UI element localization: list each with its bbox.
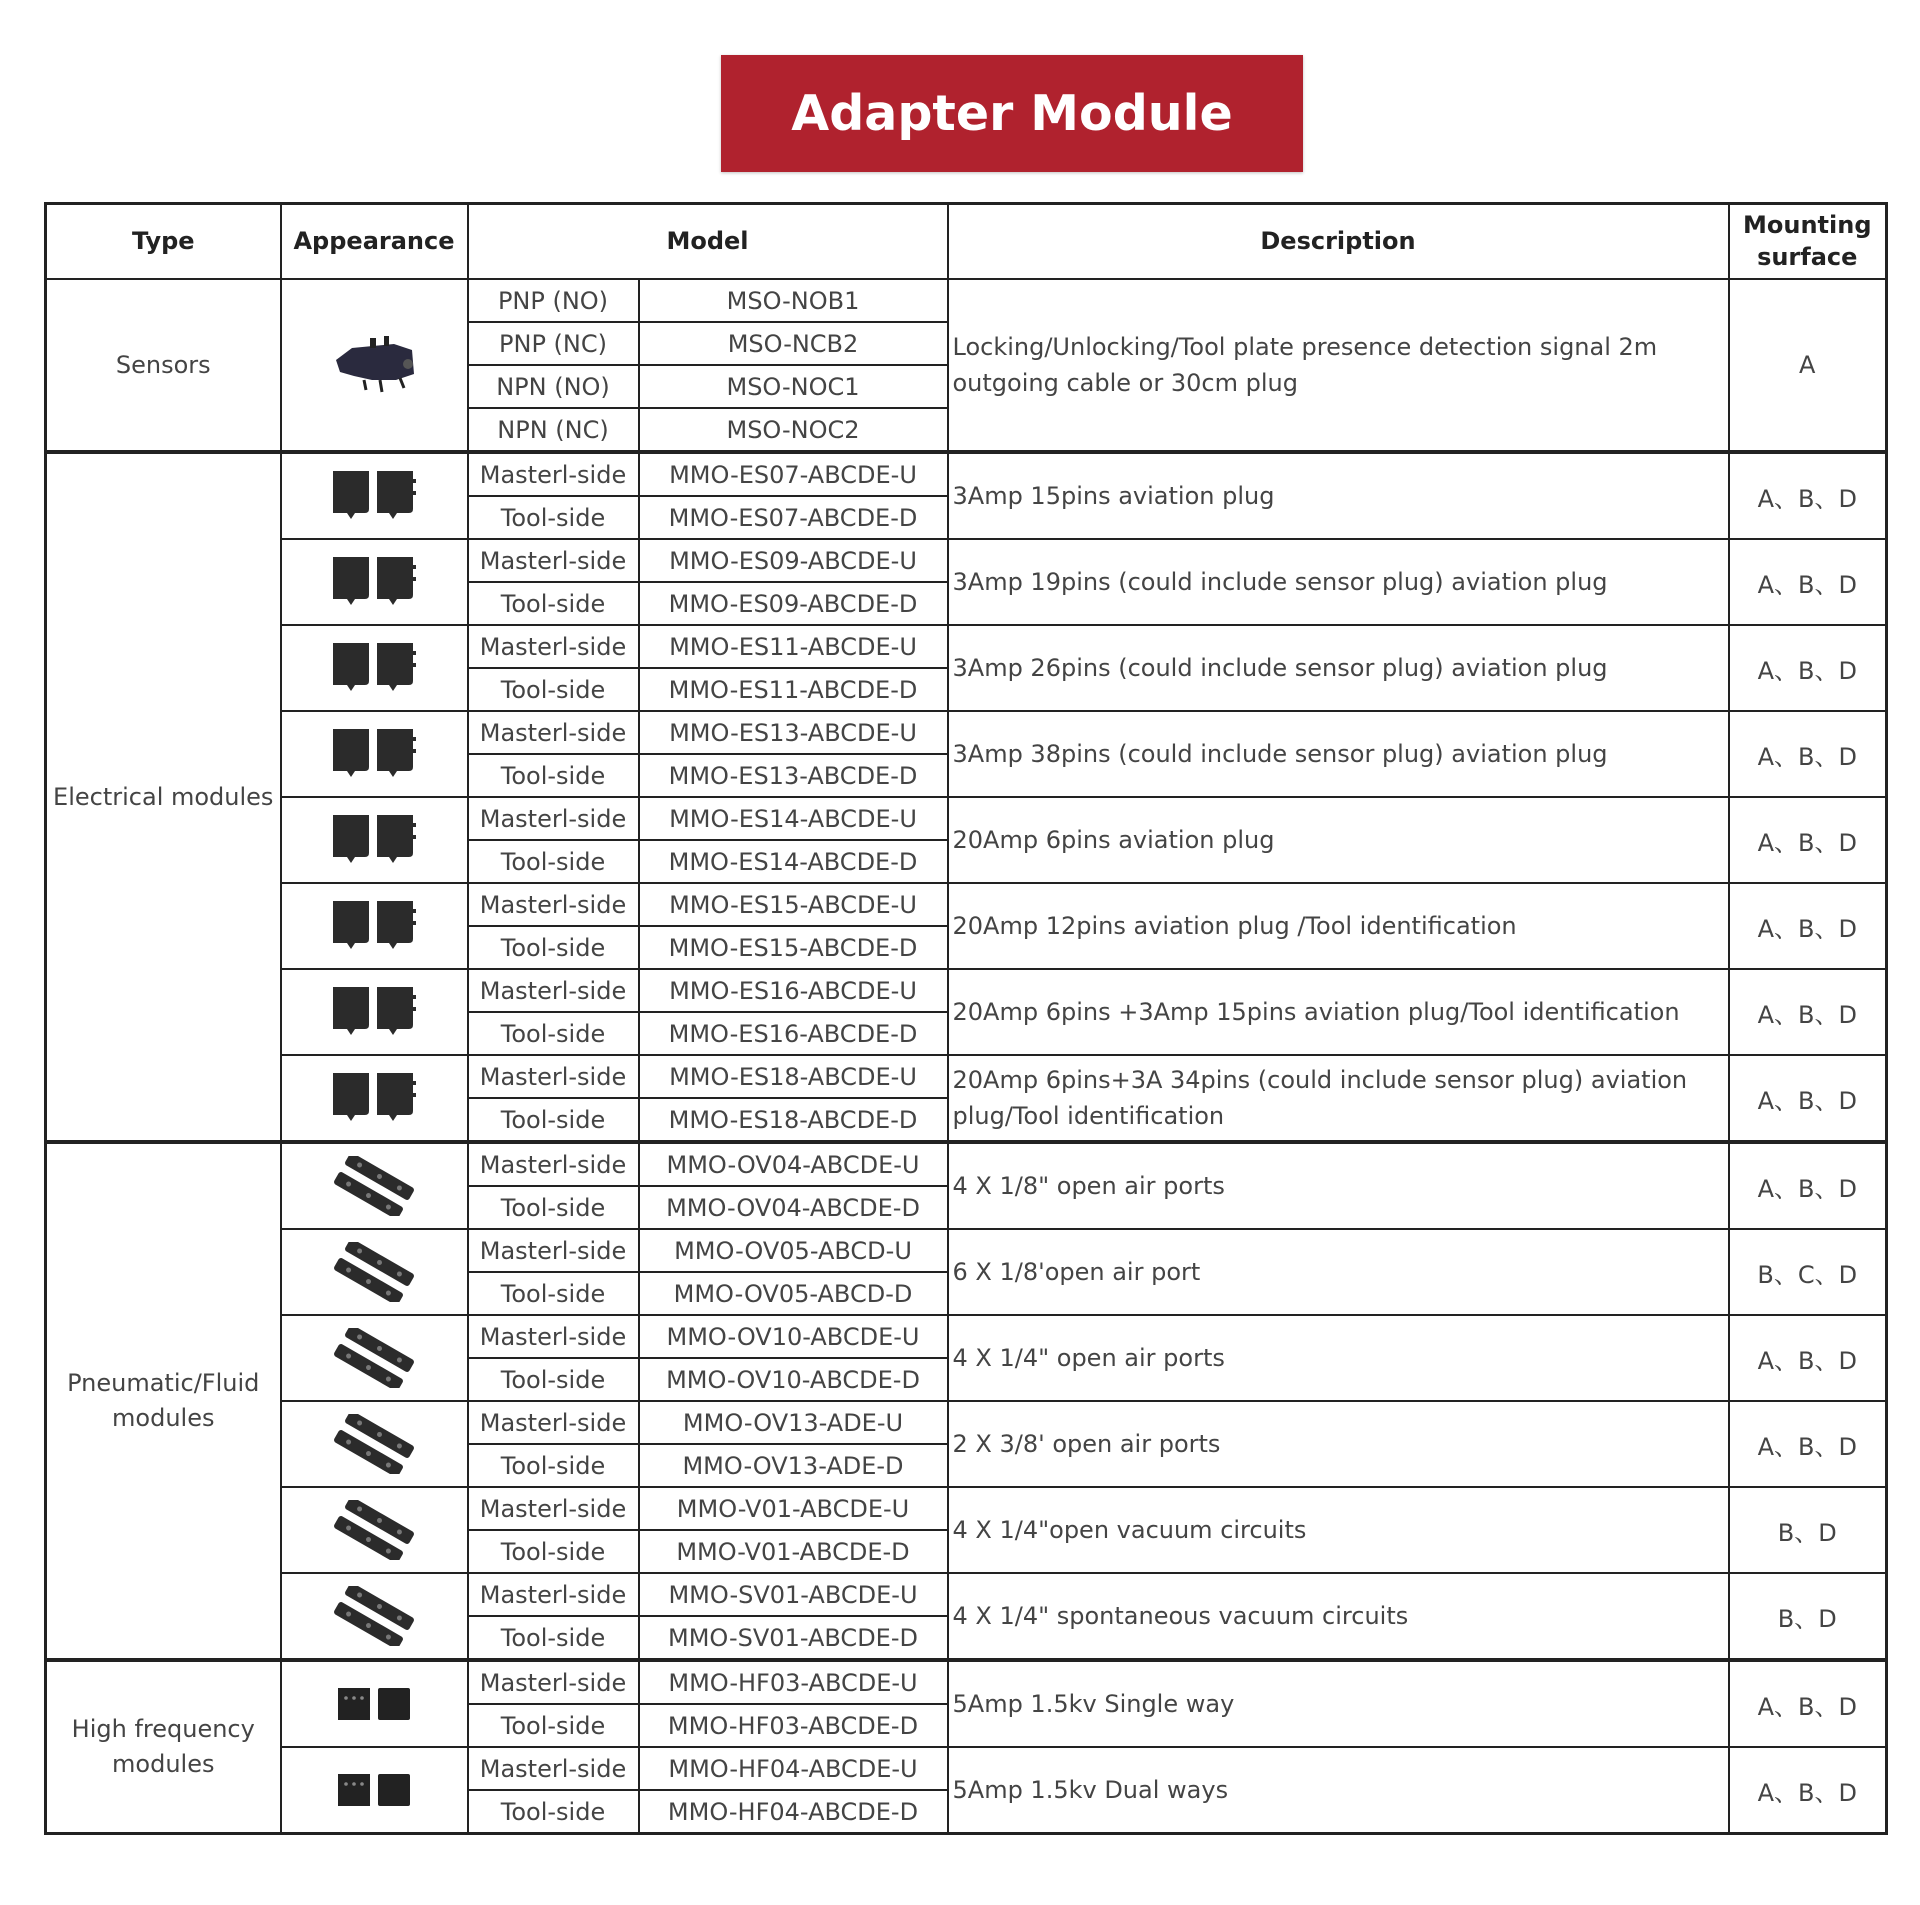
table-row — [46, 711, 1887, 754]
model-cell: MMO-HF03-ABCDE-D — [639, 1704, 948, 1747]
mounting-surface-cell: A、B、D — [1729, 1660, 1887, 1747]
model-cell: MMO-V01-ABCDE-D — [639, 1530, 948, 1573]
header-appearance: Appearance — [281, 204, 468, 280]
variant-cell: Masterl-side — [468, 797, 639, 840]
type-cell — [46, 1660, 281, 1834]
description-cell: Locking/Unlocking/Tool plate presence detection signal 2m outgoing cable or 30cm plug — [948, 279, 1729, 452]
electrical-module-icon — [282, 1071, 467, 1125]
mounting-surface-cell: A、B、D — [1729, 1401, 1887, 1487]
description-cell: 4 X 1/8" open air ports — [948, 1142, 1729, 1229]
model-cell: MMO-HF03-ABCDE-U — [639, 1660, 948, 1704]
variant-cell: Masterl-side — [468, 1487, 639, 1530]
model-cell: MMO-ES15-ABCDE-U — [639, 883, 948, 926]
model-cell: MMO-OV05-ABCD-D — [639, 1272, 948, 1315]
model-cell: MMO-ES14-ABCDE-U — [639, 797, 948, 840]
header-model: Model — [468, 204, 948, 280]
electrical-module-icon — [282, 469, 467, 523]
header-description: Description — [948, 204, 1729, 280]
table-row — [46, 1487, 1887, 1530]
model-cell: MMO-ES16-ABCDE-U — [639, 969, 948, 1012]
model-cell: MMO-ES07-ABCDE-U — [639, 452, 948, 496]
description-cell: 3Amp 38pins (could include sensor plug) aviation plug — [948, 711, 1729, 797]
model-cell: MMO-HF04-ABCDE-U — [639, 1747, 948, 1790]
appearance-cell — [281, 797, 468, 883]
table-row — [46, 625, 1887, 668]
header-mounting-line1: Mounting — [1742, 211, 1872, 240]
variant-cell: Masterl-side — [468, 1401, 639, 1444]
pneumatic-module-icon — [282, 1414, 467, 1474]
mounting-surface-cell: A、B、D — [1729, 883, 1887, 969]
model-cell: MMO-OV04-ABCDE-D — [639, 1186, 948, 1229]
variant-cell: Tool-side — [468, 582, 639, 625]
variant-cell: Tool-side — [468, 1704, 639, 1747]
description-cell: 2 X 3/8' open air ports — [948, 1401, 1729, 1487]
appearance-cell — [281, 1142, 468, 1229]
header-mounting-line2: surface — [1757, 242, 1858, 271]
description-cell: 20Amp 6pins aviation plug — [948, 797, 1729, 883]
variant-cell: Tool-side — [468, 840, 639, 883]
type-cell — [46, 279, 281, 452]
mounting-surface-cell: A、B、D — [1729, 1315, 1887, 1401]
mounting-surface-cell: A、B、D — [1729, 1142, 1887, 1229]
sensor-device-icon — [282, 330, 467, 400]
description-cell: 20Amp 6pins+3A 34pins (could include sensor plug) aviation plug/Tool identification — [948, 1055, 1729, 1142]
appearance-cell — [281, 279, 468, 452]
description-cell: 4 X 1/4" open air ports — [948, 1315, 1729, 1401]
variant-cell: Tool-side — [468, 1444, 639, 1487]
model-cell: MMO-OV10-ABCDE-U — [639, 1315, 948, 1358]
table-row — [46, 1747, 1887, 1790]
variant-cell: Masterl-side — [468, 1142, 639, 1186]
mounting-surface-cell: B、D — [1729, 1573, 1887, 1660]
electrical-module-icon — [282, 985, 467, 1039]
variant-cell: Tool-side — [468, 926, 639, 969]
model-cell: MMO-OV04-ABCDE-U — [639, 1142, 948, 1186]
variant-cell: Masterl-side — [468, 1573, 639, 1616]
page-title: Adapter Module — [721, 55, 1303, 172]
table-body — [46, 279, 1887, 1834]
high-frequency-module-icon — [282, 1684, 467, 1724]
description-cell: 3Amp 19pins (could include sensor plug) aviation plug — [948, 539, 1729, 625]
mounting-surface-cell: A、B、D — [1729, 539, 1887, 625]
variant-cell: Tool-side — [468, 1616, 639, 1660]
variant-cell: Masterl-side — [468, 1660, 639, 1704]
mounting-surface-cell: A、B、D — [1729, 625, 1887, 711]
variant-cell: Masterl-side — [468, 1229, 639, 1272]
table-row — [46, 1055, 1887, 1098]
model-cell: MMO-ES18-ABCDE-D — [639, 1098, 948, 1142]
model-cell: MMO-ES14-ABCDE-D — [639, 840, 948, 883]
model-cell: MMO-ES16-ABCDE-D — [639, 1012, 948, 1055]
mounting-surface-cell: A — [1729, 279, 1887, 452]
mounting-surface-cell: A、B、D — [1729, 1747, 1887, 1834]
table-row — [46, 797, 1887, 840]
appearance-cell — [281, 452, 468, 539]
appearance-cell — [281, 883, 468, 969]
variant-cell: Tool-side — [468, 1098, 639, 1142]
variant-cell: Masterl-side — [468, 539, 639, 582]
variant-cell: Masterl-side — [468, 883, 639, 926]
table-row — [46, 1401, 1887, 1444]
variant-cell: Tool-side — [468, 1272, 639, 1315]
mounting-surface-cell: A、B、D — [1729, 969, 1887, 1055]
variant-cell: Tool-side — [468, 668, 639, 711]
table-row — [46, 969, 1887, 1012]
model-cell: MSO-NOC2 — [639, 408, 948, 452]
table-row — [46, 539, 1887, 582]
electrical-module-icon — [282, 813, 467, 867]
model-cell: MSO-NOC1 — [639, 365, 948, 408]
pneumatic-module-icon — [282, 1328, 467, 1388]
type-label: modules — [112, 1750, 215, 1778]
header-mounting-surface — [1729, 204, 1887, 280]
pneumatic-module-icon — [282, 1500, 467, 1560]
variant-cell: Masterl-side — [468, 1315, 639, 1358]
model-cell: MMO-SV01-ABCDE-D — [639, 1616, 948, 1660]
variant-cell: PNP (NO) — [468, 279, 639, 322]
mounting-surface-cell: A、B、D — [1729, 711, 1887, 797]
model-cell: MMO-ES15-ABCDE-D — [639, 926, 948, 969]
type-label: High frequency — [71, 1715, 255, 1744]
appearance-cell — [281, 1401, 468, 1487]
variant-cell: Tool-side — [468, 1530, 639, 1573]
variant-cell: Masterl-side — [468, 969, 639, 1012]
mounting-surface-cell: B、D — [1729, 1487, 1887, 1573]
model-cell: MMO-ES11-ABCDE-D — [639, 668, 948, 711]
model-cell: MMO-V01-ABCDE-U — [639, 1487, 948, 1530]
model-cell: MSO-NCB2 — [639, 322, 948, 365]
electrical-module-icon — [282, 641, 467, 695]
type-cell — [46, 1142, 281, 1660]
mounting-surface-cell: A、B、D — [1729, 452, 1887, 539]
model-cell: MMO-SV01-ABCDE-U — [639, 1573, 948, 1616]
table-row — [46, 1142, 1887, 1186]
model-cell: MMO-ES11-ABCDE-U — [639, 625, 948, 668]
table-row — [46, 1573, 1887, 1616]
description-cell: 5Amp 1.5kv Dual ways — [948, 1747, 1729, 1834]
variant-cell: Tool-side — [468, 754, 639, 797]
appearance-cell — [281, 969, 468, 1055]
appearance-cell — [281, 1229, 468, 1315]
model-cell: MMO-ES13-ABCDE-D — [639, 754, 948, 797]
variant-cell: Masterl-side — [468, 452, 639, 496]
table-row — [46, 1229, 1887, 1272]
pneumatic-module-icon — [282, 1242, 467, 1302]
pneumatic-module-icon — [282, 1586, 467, 1646]
description-cell: 4 X 1/4" spontaneous vacuum circuits — [948, 1573, 1729, 1660]
variant-cell: Tool-side — [468, 1790, 639, 1834]
description-cell: 5Amp 1.5kv Single way — [948, 1660, 1729, 1747]
description-cell: 20Amp 12pins aviation plug /Tool identification — [948, 883, 1729, 969]
mounting-surface-cell: A、B、D — [1729, 797, 1887, 883]
electrical-module-icon — [282, 555, 467, 609]
appearance-cell — [281, 711, 468, 797]
appearance-cell — [281, 1487, 468, 1573]
model-cell: MMO-OV05-ABCD-U — [639, 1229, 948, 1272]
model-cell: MMO-ES09-ABCDE-U — [639, 539, 948, 582]
variant-cell: Tool-side — [468, 1358, 639, 1401]
type-label: modules — [112, 1404, 215, 1432]
mounting-surface-cell: B、C、D — [1729, 1229, 1887, 1315]
model-cell: MMO-ES07-ABCDE-D — [639, 496, 948, 539]
header-type: Type — [46, 204, 281, 280]
table-row — [46, 1315, 1887, 1358]
high-frequency-module-icon — [282, 1770, 467, 1810]
appearance-cell — [281, 1573, 468, 1660]
description-cell: 6 X 1/8'open air port — [948, 1229, 1729, 1315]
variant-cell: Tool-side — [468, 1012, 639, 1055]
variant-cell: Masterl-side — [468, 1055, 639, 1098]
model-cell: MMO-ES18-ABCDE-U — [639, 1055, 948, 1098]
appearance-cell — [281, 1660, 468, 1747]
variant-cell: PNP (NC) — [468, 322, 639, 365]
model-cell: MMO-OV13-ADE-D — [639, 1444, 948, 1487]
description-cell: 3Amp 15pins aviation plug — [948, 452, 1729, 539]
type-label: Electrical modules — [53, 782, 274, 811]
table-row — [46, 452, 1887, 496]
appearance-cell — [281, 1747, 468, 1834]
variant-cell: NPN (NC) — [468, 408, 639, 452]
variant-cell: Masterl-side — [468, 625, 639, 668]
table-row — [46, 883, 1887, 926]
variant-cell: Masterl-side — [468, 1747, 639, 1790]
description-cell: 4 X 1/4"open vacuum circuits — [948, 1487, 1729, 1573]
model-cell: MMO-HF04-ABCDE-D — [639, 1790, 948, 1834]
type-label: Sensors — [115, 350, 211, 379]
appearance-cell — [281, 1315, 468, 1401]
variant-cell: Tool-side — [468, 1186, 639, 1229]
appearance-cell — [281, 539, 468, 625]
description-cell: 20Amp 6pins +3Amp 15pins aviation plug/Tool identification — [948, 969, 1729, 1055]
model-cell: MMO-OV13-ADE-U — [639, 1401, 948, 1444]
model-cell: MMO-ES13-ABCDE-U — [639, 711, 948, 754]
header-row — [46, 204, 1887, 280]
variant-cell: Masterl-side — [468, 711, 639, 754]
electrical-module-icon — [282, 727, 467, 781]
type-cell — [46, 452, 281, 1142]
electrical-module-icon — [282, 899, 467, 953]
model-cell: MMO-ES09-ABCDE-D — [639, 582, 948, 625]
table-row — [46, 1660, 1887, 1704]
type-label: Pneumatic/Fluid — [67, 1369, 260, 1398]
variant-cell: NPN (NO) — [468, 365, 639, 408]
model-cell: MMO-OV10-ABCDE-D — [639, 1358, 948, 1401]
description-cell: 3Amp 26pins (could include sensor plug) aviation plug — [948, 625, 1729, 711]
appearance-cell — [281, 625, 468, 711]
model-cell: MSO-NOB1 — [639, 279, 948, 322]
adapter-module-table — [44, 202, 1888, 1835]
appearance-cell — [281, 1055, 468, 1142]
pneumatic-module-icon — [282, 1156, 467, 1216]
mounting-surface-cell: A、B、D — [1729, 1055, 1887, 1142]
variant-cell: Tool-side — [468, 496, 639, 539]
table-row — [46, 279, 1887, 322]
